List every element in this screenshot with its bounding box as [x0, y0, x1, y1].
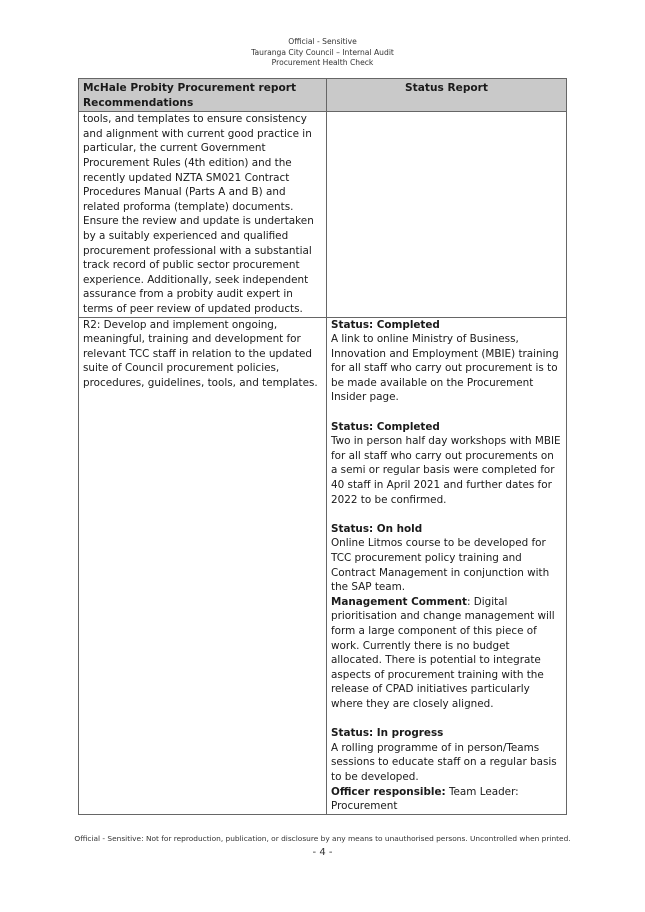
- officer-responsible: [331, 785, 562, 814]
- table-row: [79, 317, 567, 814]
- officer-label: Officer responsible:: [331, 785, 446, 798]
- status-text: A rolling programme of in person/Teams sessions to educate staff on a regular basis to be developed.: [331, 741, 557, 783]
- status-label: Status: Completed: [331, 318, 440, 331]
- management-comment-text: : Digital prioritisation and change management will form a large component of this piece of work. Currently there is no budget allocated. There is potential to integrate aspects of procurement training with the release of CPAD initiatives particularly where they are closely aligned.: [331, 595, 555, 710]
- status-label: Status: On hold: [331, 522, 423, 535]
- col-header-recommendations: McHale Probity Procurement report Recommendations: [79, 79, 327, 112]
- table-header-row: [79, 79, 567, 112]
- recommendation-r2: R2: Develop and implement ongoing, meaningful, training and development for relevant TCC staff in relation to the updated suite of Council procurement policies, procedures, guidelines, tools, and templates.: [79, 317, 327, 814]
- status-cell-empty: [327, 112, 567, 317]
- status-text: Online Litmos course to be developed for TCC procurement policy training and Contract Management in conjunction with the SAP team.: [331, 537, 550, 594]
- page-number: - 4 -: [312, 847, 333, 858]
- status-label: Status: In progress: [331, 727, 444, 740]
- status-text: Two in person half day workshops with MBIE for all staff who carry out procurements on a semi or regular basis were completed for 40 staff in April 2021 and further dates for 2022 to be confirmed.: [331, 435, 561, 506]
- management-comment-label: Management Comment: [331, 595, 467, 608]
- management-comment: [331, 595, 562, 712]
- recommendation-r1-continued: tools, and templates to ensure consistency and alignment with current good practice in particular, the current Government Procurement Rules (4th edition) and the recently updated NZTA SM021 Contract Procedures Manual (Parts A and B) and related proforma (template) documents. Ensure the review and update is undertaken by a suitably experienced and qualified procurement professional with a substantial track record of public sector procurement experience. Additionally, seek independent assurance from a probity audit expert in terms of peer review of updated products.: [79, 112, 327, 317]
- recommendations-table: [78, 78, 567, 815]
- header-document-title: Procurement Health Check: [271, 58, 374, 68]
- status-cell-r2: [327, 317, 567, 814]
- status-label: Status: Completed: [331, 420, 440, 433]
- header-organisation: Tauranga City Council – Internal Audit: [251, 47, 394, 57]
- status-text: A link to online Ministry of Business, Innovation and Employment (MBIE) training for all staff who carry out procurement is to be made available on the Procurement Insider page.: [331, 333, 559, 404]
- officer-text: Team Leader: Procurement: [331, 785, 519, 813]
- page-footer: [0, 834, 645, 858]
- col-header-status-report: Status Report: [327, 79, 567, 112]
- header-classification: Official - Sensitive: [288, 37, 357, 46]
- page-header: [0, 37, 645, 69]
- table-row: [79, 112, 567, 317]
- footer-notice: Official - Sensitive: Not for reproduction, publication, or disclosure by any means to unauthorised persons. Uncontrolled when printed.: [74, 834, 571, 843]
